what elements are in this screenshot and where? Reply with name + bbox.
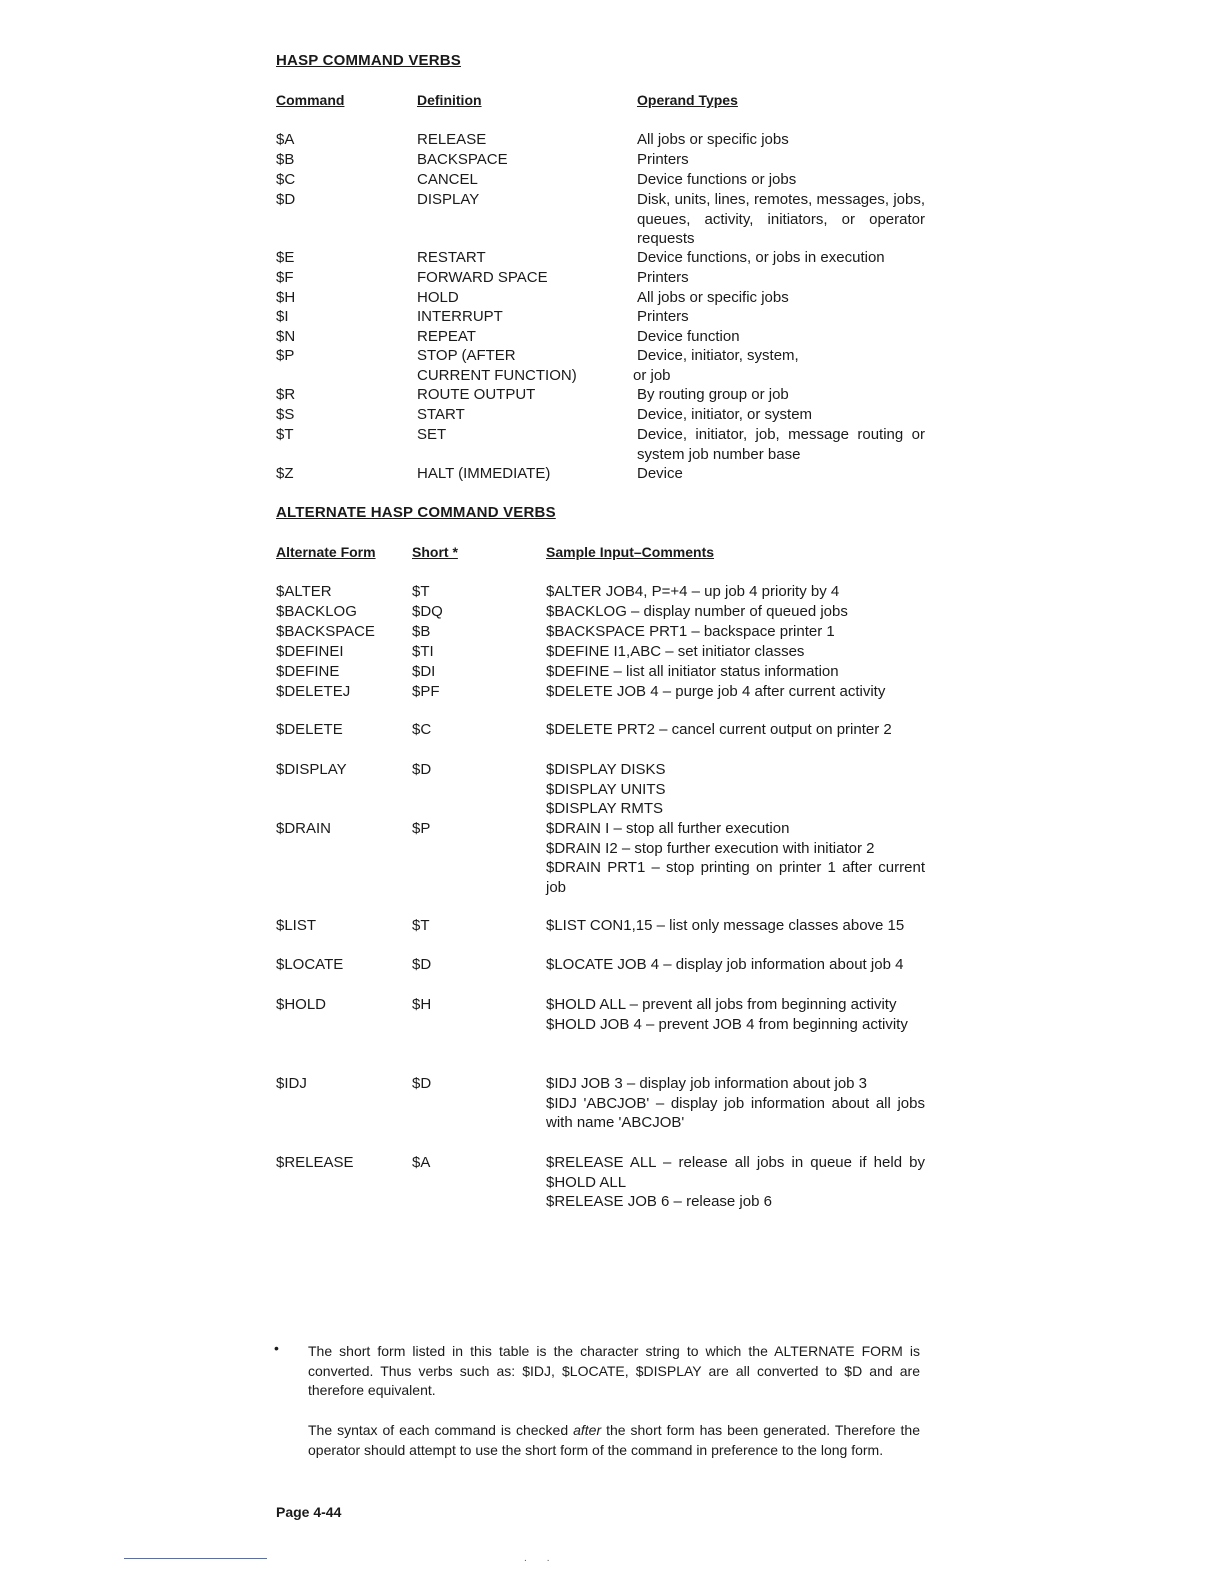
column-header-alternate-form: Alternate Form	[276, 544, 376, 560]
sample-line: $RELEASE ALL – release all jobs in queue if held by $HOLD ALL	[546, 1154, 925, 1191]
sample-cell	[546, 916, 925, 936]
sample-cell	[546, 662, 925, 682]
definition-line: STOP (AFTER	[417, 347, 516, 364]
sample-line: $LIST CON1,15 – list only message classes above 15	[546, 917, 905, 934]
short-form-cell: $P	[412, 820, 431, 837]
sample-cell	[546, 1074, 925, 1133]
operand-cell: Device functions or jobs	[637, 171, 797, 188]
sample-cell	[546, 622, 925, 642]
command-cell: $D	[276, 191, 296, 208]
operand-cell	[633, 346, 925, 385]
command-cell: $P	[276, 347, 295, 364]
operand-cell: All jobs or specific jobs	[637, 289, 789, 306]
sample-line: $DELETE PRT2 – cancel current output on printer 2	[546, 721, 892, 738]
sample-cell	[546, 582, 925, 602]
sample-line: $ALTER JOB4, P=+4 – up job 4 priority by 4	[546, 583, 840, 600]
alternate-form-cell: $DELETE	[276, 721, 343, 738]
syntax-note-text: the short form has been generated. Therefore the operator should attempt to use the short form of the command in preference to the long form.	[308, 1422, 920, 1458]
definition-cell: HALT (IMMEDIATE)	[417, 465, 551, 482]
definition-cell: SET	[417, 426, 447, 443]
section-title-alternate-verbs: ALTERNATE HASP COMMAND VERBS	[276, 504, 556, 521]
definition-cell: RESTART	[417, 249, 486, 266]
definition-cell: RELEASE	[417, 131, 487, 148]
sample-line: $LOCATE JOB 4 – display job information about job 4	[546, 956, 904, 973]
footnote-paragraph: The short form listed in this table is the character string to which the ALTERNATE FORM is converted. Thus verbs such as: $IDJ, $LOCATE, $DISPLAY are all converted to $D and are therefore equivalent.	[308, 1343, 920, 1398]
command-cell: $T	[276, 426, 294, 443]
sample-cell	[546, 1153, 925, 1212]
short-form-cell: $B	[412, 623, 431, 640]
command-cell: $I	[276, 308, 289, 325]
sample-cell	[546, 602, 925, 622]
alternate-form-cell: $DEFINE	[276, 663, 340, 680]
operand-cell: Device	[637, 465, 683, 482]
alternate-form-cell: $DEFINEI	[276, 643, 344, 660]
operand-cell: Printers	[637, 308, 689, 325]
operand-cell: Printers	[637, 269, 689, 286]
syntax-note-emphasis: after	[573, 1422, 602, 1438]
alternate-form-cell: $BACKSPACE	[276, 623, 375, 640]
sample-cell	[546, 642, 925, 662]
command-cell: $B	[276, 151, 295, 168]
syntax-note-text: The syntax of each command is checked	[308, 1422, 574, 1438]
command-cell: $A	[276, 131, 295, 148]
section-title-hasp-verbs: HASP COMMAND VERBS	[276, 52, 462, 69]
operand-cell: Disk, units, lines, remotes, messages, jobs, queues, activity, initiators, or operator requests	[637, 191, 925, 248]
sample-line: $DRAIN I2 – stop further execution with initiator 2	[546, 839, 875, 857]
command-cell: $N	[276, 328, 296, 345]
sample-line: $DISPLAY DISKS	[546, 761, 666, 778]
sample-cell	[546, 819, 925, 898]
alternate-form-cell: $LIST	[276, 917, 317, 934]
column-header-operand-types: Operand Types	[637, 92, 738, 108]
definition-line: CURRENT FUNCTION)	[417, 366, 577, 384]
short-form-cell: $D	[412, 956, 432, 973]
definition-cell: CANCEL	[417, 171, 478, 188]
short-form-cell: $A	[412, 1154, 431, 1171]
sample-line: $IDJ JOB 3 – display job information about job 3	[546, 1075, 868, 1092]
command-cell: $Z	[276, 465, 294, 482]
sample-cell	[546, 720, 925, 740]
alternate-form-cell: $RELEASE	[276, 1154, 354, 1171]
short-form-cell: $D	[412, 761, 432, 778]
operand-cell: Device functions, or jobs in execution	[637, 249, 885, 266]
alternate-form-cell: $DISPLAY	[276, 761, 347, 778]
page-number: Page 4-44	[276, 1504, 342, 1520]
short-form-cell: $DI	[412, 663, 436, 680]
short-form-cell: $DQ	[412, 603, 443, 620]
short-form-cell: $D	[412, 1075, 432, 1092]
short-form-cell: $PF	[412, 683, 440, 700]
operand-cell: Device, initiator, or system	[637, 406, 813, 423]
sample-line: $HOLD ALL – prevent all jobs from beginning activity	[546, 996, 897, 1013]
definition-cell: INTERRUPT	[417, 308, 503, 325]
alternate-form-cell: $BACKLOG	[276, 603, 357, 620]
sample-line: $BACKSPACE PRT1 – backspace printer 1	[546, 623, 835, 640]
alternate-form-cell: $DRAIN	[276, 820, 332, 837]
column-header-command: Command	[276, 92, 345, 108]
definition-cell: REPEAT	[417, 328, 476, 345]
short-form-cell: $TI	[412, 643, 434, 660]
command-cell: $F	[276, 269, 294, 286]
sample-line: $DISPLAY RMTS	[546, 800, 663, 818]
sample-line: $DRAIN PRT1 – stop printing on printer 1 after current job	[546, 859, 925, 897]
column-header-sample-input: Sample Input–Comments	[546, 544, 715, 560]
alternate-form-cell: $ALTER	[276, 583, 332, 600]
syntax-note-paragraph	[308, 1421, 920, 1460]
command-cell: $E	[276, 249, 295, 266]
sample-line: $HOLD JOB 4 – prevent JOB 4 from beginning activity	[546, 1015, 908, 1033]
sample-line: $RELEASE JOB 6 – release job 6	[546, 1193, 772, 1211]
scan-specks: ..	[524, 1553, 570, 1564]
operand-line: or job	[633, 366, 671, 384]
definition-cell: START	[417, 406, 465, 423]
short-form-cell: $T	[412, 583, 430, 600]
operand-cell: All jobs or specific jobs	[637, 131, 789, 148]
column-header-definition: Definition	[417, 92, 482, 108]
command-cell: $H	[276, 289, 296, 306]
definition-cell	[417, 346, 627, 385]
definition-cell: ROUTE OUTPUT	[417, 386, 536, 403]
alternate-form-cell: $DELETEJ	[276, 683, 351, 700]
operand-cell: Device, initiator, job, message routing or system job number base	[637, 426, 925, 463]
column-header-short: Short *	[412, 544, 458, 560]
definition-cell: FORWARD SPACE	[417, 269, 548, 286]
sample-line: $DELETE JOB 4 – purge job 4 after current activity	[546, 683, 886, 700]
sample-cell	[546, 955, 925, 975]
sample-line: $DEFINE I1,ABC – set initiator classes	[546, 643, 805, 660]
divider	[124, 1558, 267, 1559]
command-cell: $C	[276, 171, 296, 188]
operand-cell: Printers	[637, 151, 689, 168]
sample-cell	[546, 682, 925, 702]
short-form-cell: $C	[412, 721, 432, 738]
command-cell: $S	[276, 406, 295, 423]
alternate-form-cell: $IDJ	[276, 1075, 307, 1092]
short-form-cell: $H	[412, 996, 432, 1013]
definition-cell: HOLD	[417, 289, 459, 306]
definition-cell: BACKSPACE	[417, 151, 508, 168]
short-form-cell: $T	[412, 917, 430, 934]
sample-line: $DISPLAY UNITS	[546, 780, 666, 798]
sample-cell	[546, 995, 925, 1034]
sample-line: $DEFINE – list all initiator status information	[546, 663, 839, 680]
alternate-form-cell: $LOCATE	[276, 956, 344, 973]
definition-cell: DISPLAY	[417, 191, 480, 208]
footnote-bullet: •	[274, 1340, 279, 1356]
operand-cell: Device function	[637, 328, 740, 345]
alternate-form-cell: $HOLD	[276, 996, 327, 1013]
sample-line: $BACKLOG – display number of queued jobs	[546, 603, 848, 620]
operand-line: Device, initiator, system,	[637, 347, 799, 364]
sample-cell	[546, 760, 925, 819]
sample-line: $IDJ 'ABCJOB' – display job information about all jobs with name 'ABCJOB'	[546, 1094, 925, 1132]
sample-line: $DRAIN I – stop all further execution	[546, 820, 790, 837]
operand-cell: By routing group or job	[637, 386, 789, 403]
command-cell: $R	[276, 386, 296, 403]
